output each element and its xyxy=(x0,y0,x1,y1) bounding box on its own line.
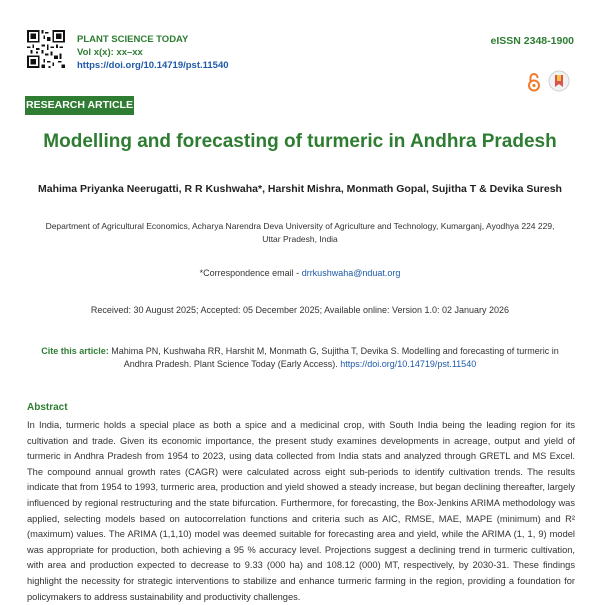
eissn: eISSN 2348-1900 xyxy=(490,35,574,47)
article-doi-link[interactable]: https://doi.org/10.14719/pst.11540 xyxy=(77,60,229,71)
affiliation: Department of Agricultural Economics, Acharya Narendra Deva University of Agriculture and Technology, Kumarganj, Ayodhya 224 229, Uttar Pradesh, India xyxy=(45,221,555,244)
abstract-heading: Abstract xyxy=(27,402,68,413)
correspondence xyxy=(0,268,600,278)
citation-doi-link[interactable]: https://doi.org/10.14719/pst.11540 xyxy=(340,359,477,369)
correspondence-email-link[interactable]: drrkushwaha@nduat.org xyxy=(301,268,401,278)
article-title: Modelling and forecasting of turmeric in Andhra Pradesh xyxy=(43,131,557,152)
open-access-icon[interactable] xyxy=(527,72,541,92)
publication-dates: Received: 30 August 2025; Accepted: 05 December 2025; Available online: Version 1.0: 02 January 2026 xyxy=(90,305,510,315)
correspondence-label: *Correspondence email - xyxy=(199,268,300,278)
journal-info xyxy=(77,33,229,72)
author-list: Mahima Priyanka Neerugatti, R R Kushwaha*, Harshit Mishra, Monmath Gopal, Sujitha T & Devika Suresh xyxy=(38,183,562,195)
qr-code-icon xyxy=(27,30,65,68)
citation xyxy=(40,345,560,371)
citation-label: Cite this article: xyxy=(41,346,109,356)
crossmark-icon[interactable] xyxy=(548,70,570,92)
article-type-badge: RESEARCH ARTICLE xyxy=(25,96,134,115)
abstract-text: In India, turmeric holds a special place as both a spice and a medicinal crop, with South India being the leading region for its cultivation and trade. Given its economic importance, the present study examines developments in acreage, output and yield of turmeric in Andhra Pradesh from 1954 to 2023, using data collected from India stats and analyzed through GRETL and MS Excel. The compound annual growth rates (CAGR) were calculated across eight sub-periods to identify cultivation trends. The results indicate that from 1954 to 1993, turmeric area, production and yield showed a steady increase, but began declining thereafter, largely influenced by regional restructuring and the state bifurcation. Furthermore, for forecasting, the Box-Jenkins ARIMA methodology was applied, selecting models based on autocorrelation functions and criteria such as AIC, RMSE, MAE, MAPE (minimum) and R² (maximum) values. The ARIMA (1,1,10) model was deemed suitable for forecasting area and yield, while the ARIMA (1, 1, 9) model was appropriate for production, both achieving a 95 % accuracy level. Projections suggest a declining trend in turmeric cultivation, with area and production expected to decrease to 9.33 (000 ha) and 108.12 (000) MT, respectively, by 2030-31. These findings highlight the necessity for strategic interventions to stabilize and enhance turmeric farming in the region, providing a foundation for policymakers to address sustainability and productivity challenges. xyxy=(27,420,575,602)
journal-name: PLANT SCIENCE TODAY xyxy=(77,34,189,45)
citation-text: Mahima PN, Kushwaha RR, Harshit M, Monmath G, Sujitha T, Devika S. Modelling and forecasting of turmeric in Andhra Pradesh. Plant Science Today (Early Access). xyxy=(111,346,559,369)
journal-volume: Vol x(x): xx–xx xyxy=(77,47,143,58)
